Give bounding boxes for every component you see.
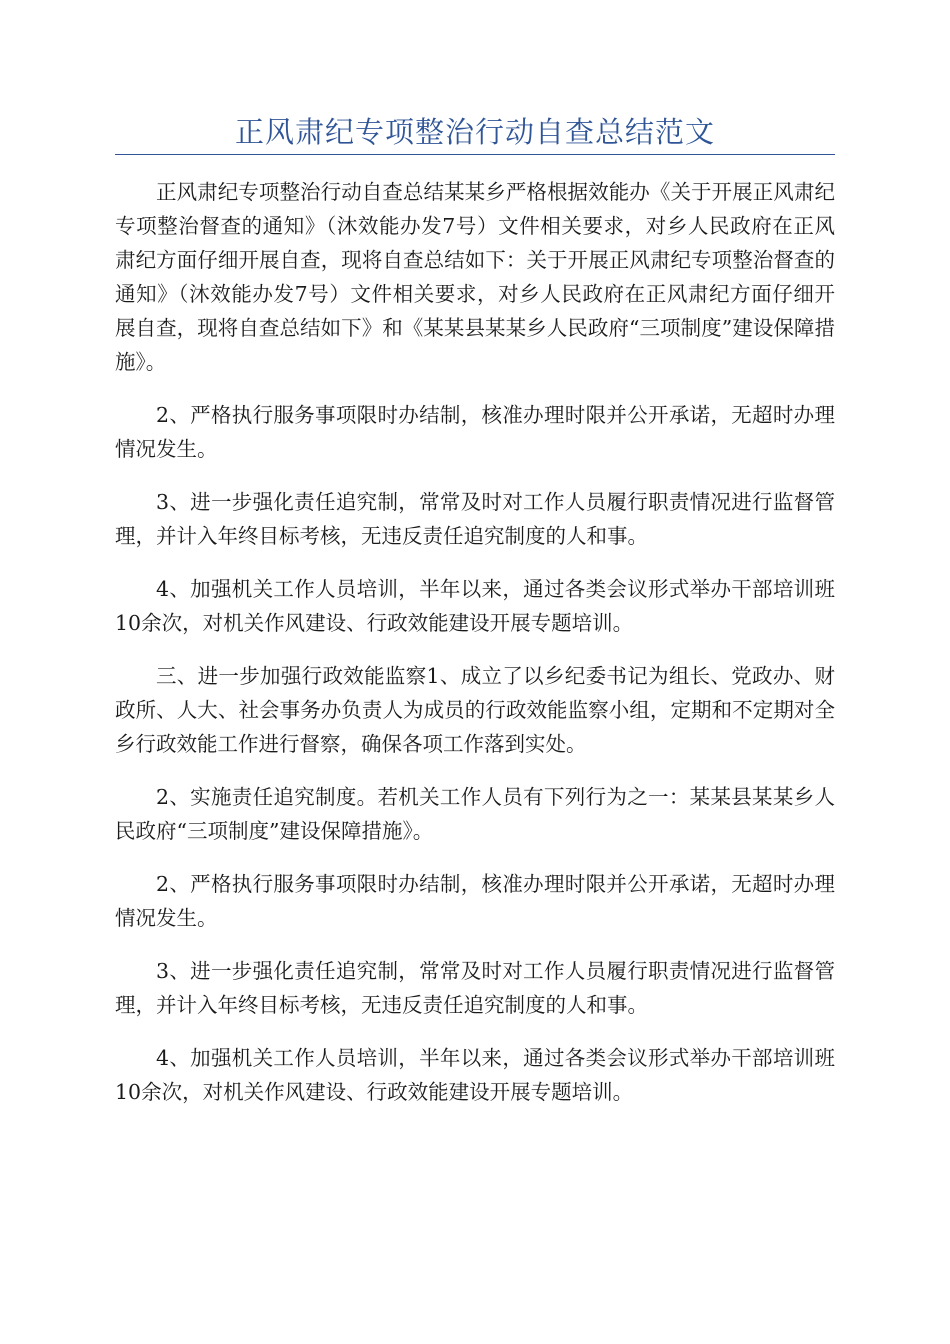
paragraph: 正风肃纪专项整治行动自查总结某某乡严格根据效能办《关于开展正风肃纪专项整治督查的通知》（沐效能办发7号）文件相关要求，对乡人民政府在正风肃纪方面仔细开展自查，现将自查总结如下：关于开展正风肃纪专项整治督查的通知》（沐效能办发7号）文件相关要求，对乡人民政府在正风肃纪方面仔细开展自查，现将自查总结如下》和《某某县某某乡人民政府“三项制度”建设保障措施》。 xyxy=(115,180,835,374)
paragraph: 2、严格执行服务事项限时办结制，核准办理时限并公开承诺，无超时办理情况发生。 xyxy=(115,872,835,930)
paragraph: 4、加强机关工作人员培训，半年以来，通过各类会议形式举办干部培训班10余次，对机关作风建设、行政效能建设开展专题培训。 xyxy=(115,577,835,635)
paragraph: 3、进一步强化责任追究制，常常及时对工作人员履行职责情况进行监督管理，并计入年终目标考核，无违反责任追究制度的人和事。 xyxy=(115,490,835,548)
paragraph: 4、加强机关工作人员培训，半年以来，通过各类会议形式举办干部培训班10余次，对机关作风建设、行政效能建设开展专题培训。 xyxy=(115,1046,835,1104)
document-title: 正风肃纪专项整治行动自查总结范文 xyxy=(234,115,715,149)
paragraph: 三、进一步加强行政效能监察1、成立了以乡纪委书记为组长、党政办、财政所、人大、社会事务办负责人为成员的行政效能监察小组，定期和不定期对全乡行政效能工作进行督察，确保各项工作落到实处。 xyxy=(115,664,835,756)
paragraph: 3、进一步强化责任追究制，常常及时对工作人员履行职责情况进行监督管理，并计入年终目标考核，无违反责任追究制度的人和事。 xyxy=(115,959,835,1017)
title-underline xyxy=(115,154,835,155)
document-body xyxy=(115,175,835,1128)
paragraph: 2、实施责任追究制度。若机关工作人员有下列行为之一：某某县某某乡人民政府“三项制度”建设保障措施》。 xyxy=(115,785,835,843)
paragraph: 2、严格执行服务事项限时办结制，核准办理时限并公开承诺，无超时办理情况发生。 xyxy=(115,403,835,461)
